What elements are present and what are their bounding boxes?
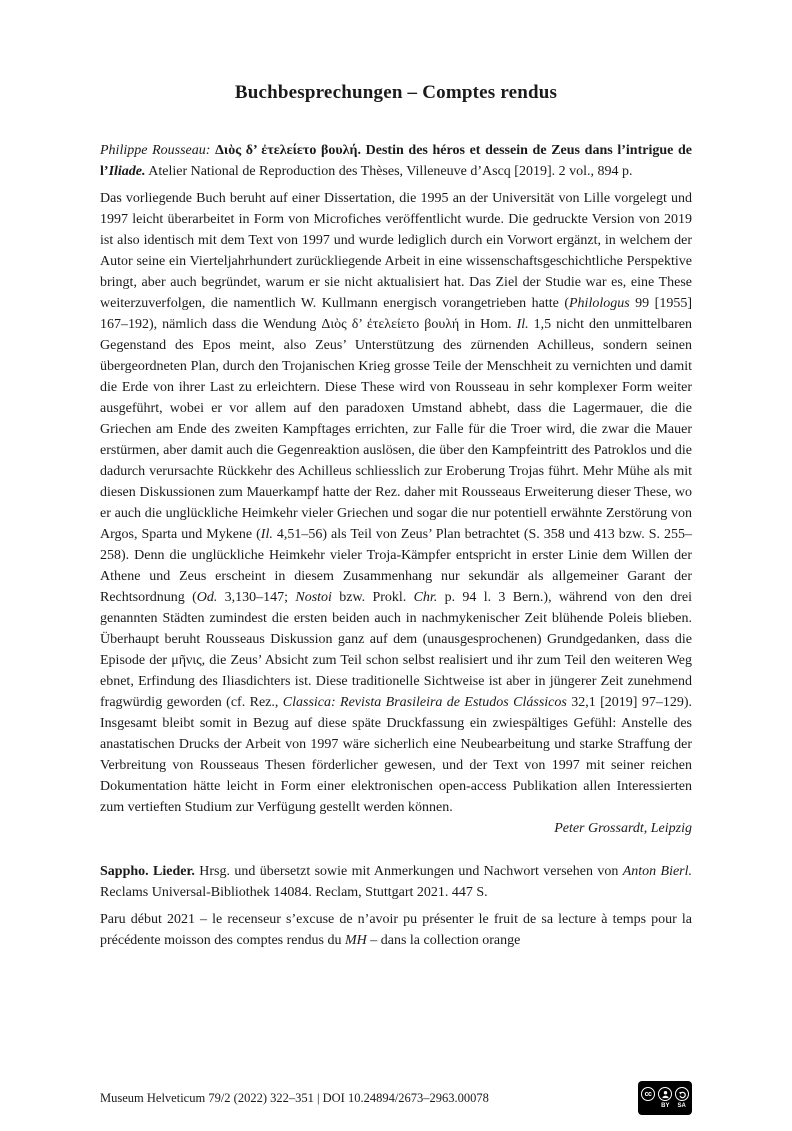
footer-citation: Museum Helveticum 79/2 (2022) 322–351 | DOI 10.24894/2673–2963.00078 bbox=[100, 1090, 489, 1105]
section-title: Buchbesprechungen – Comptes rendus bbox=[234, 82, 558, 103]
cc-icon-row bbox=[641, 1087, 689, 1101]
review-body-text: Das vorliegende Buch beruht auf einer Dissertation, die 1995 an der Universität von Lille vorgelegt und 1997 leicht überarbeitet in Form von Microfiches veröffentlicht wurde. Die gedruckte Version von 2019 ist also identisch mit dem Text von 1997 und wurde lediglich durch ein Vorwort ergänzt, in welchem der Autor seine ein Vierteljahrhundert zurückliegende Arbeit in eine wissenschaftsgeschichtliche Perspektive bringt, aber auch begründet, warum er sie nicht aktualisiert hat. Das Ziel der Studie war es, eine These weiterzuverfolgen, die namentlich W. Kullmann energisch vorangetrieben hatte (Philologus 99 [1955] 167–192), nämlich dass die Wendung Διὸς δ’ ἐτελείετο βουλή in Hom. Il. 1,5 nicht den unmittelbaren Gegenstand des Epos meint, also Zeus’ Unterstützung des zürnenden Achilleus, sondern seinen übergeordneten Plan, durch den Trojanischen Krieg grosse Teile der Menschheit zu vernichten und damit die Erde von ihrer Last zu erleichtern. Diese These wird von Rousseau in sehr komplexer Form weiter ausgeführt, wobei er vor allem auf den paradoxen Umstand abhebt, dass die Lagermauer, die die Griechen am Ende des zweiten Kampftages errichten, zur Falle für die Troer wird, die zwar die Mauer erstürmen, aber damit auch die Gegenreaktion auslösen, die über den Kampfeintritt des Patroklos und die dadurch verursachte Rückkehr des Achilleus schliesslich zur Eroberung Trojas führt. Mehr Mühe als mit diesen Diskussionen zum Mauerkampf hatte der Rez. daher mit Rousseaus Erweiterung dieser These, wo er auch die unglückliche Heimkehr vieler Griechen und sogar die nur potentiell erwähnte Zerstörung von Argos, Sparta und Mykene (Il. 4,51–56) als Teil von Zeus’ Plan betrachtet (S. 358 und 413 bzw. S. 255–258). Denn die unglückliche Heimkehr vieler Troja-Kämpfer entspricht in erster Linie dem Willen der Athene und Zeus erscheint in diesem Zusammenhang nur sekundär als allgemeiner Garant der Rechtsordnung (Od. 3,130–147; Nostoi bzw. Prokl. Chr. p. 94 l. 3 Bern.), während von den drei genannten Städten zumindest die ersten beiden auch in nachmykenischer Zeit blühende Poleis blieben. Überhaupt beruht Rousseaus Diskussion ganz auf dem (unausgesprochenen) Grundgedanken, dass die Episode der μῆνις, die Zeus’ Absicht zum Teil schon selbst realisiert und ihr zum Teil den weiteren Weg ebnet, Erfindung des Iliasdichters ist. Diese traditionelle Sichtweise ist aber in jüngerer Zeit zunehmend fragwürdig geworden (cf. Rez., Classica: Revista Brasileira de Estudos Clássicos 32,1 [2019] 97–129). Insgesamt bleibt somit in Bezug auf diese späte Druckfassung ein zwiespältiges Gefühl: Anstelle des anastatischen Drucks der Arbeit von 1997 wäre sicherlich eine Neubearbeitung und starke Straffung der Verbreitung von Rousseaus Thesen förderlicher gewesen, und der Text von 1997 mit seiner reichen Dokumentation hätte leicht in Form einer elektronischen open-access Publikation allen Interessierten zum vertieften Studium zur Verfügung gestellt werden können. bbox=[100, 191, 692, 815]
page-footer bbox=[100, 1081, 692, 1115]
sa-label: SA bbox=[677, 1103, 686, 1109]
cc-label-row bbox=[661, 1103, 686, 1109]
review-bibliographic-heading: Sappho. Lieder. Hrsg. und übersetzt sowie mit Anmerkungen und Nachwort versehen von Anton Bierl. Reclams Universal-Bibliothek 14084. Reclam, Stuttgart 2021. 447 S. bbox=[100, 864, 693, 900]
share-alike-icon bbox=[675, 1087, 689, 1101]
by-label: BY bbox=[661, 1103, 670, 1109]
review-bibliographic-heading: Philippe Rousseau: Διὸς δ’ ἐτελείετο βουλή. Destin des héros et dessein de Zeus dans l’intrigue de l’Iliade. Atelier National de Reproduction des Thèses, Villeneuve d’Ascq [2019]. 2 vol., 894 p. bbox=[100, 143, 692, 179]
reviewer-signature: Peter Grossardt, Leipzig bbox=[554, 821, 692, 836]
by-person-icon bbox=[658, 1087, 672, 1101]
cc-license-badge bbox=[638, 1081, 692, 1115]
review-sappho bbox=[100, 861, 692, 951]
text-column bbox=[100, 0, 692, 951]
cc-icon: cc bbox=[641, 1087, 655, 1101]
review-body-text: Paru début 2021 – le recenseur s’excuse de n’avoir pu présenter le fruit de sa lecture à temps pour la précédente moisson des comptes rendus du MH – dans la collection orange bbox=[100, 912, 692, 948]
review-rousseau bbox=[100, 140, 692, 839]
